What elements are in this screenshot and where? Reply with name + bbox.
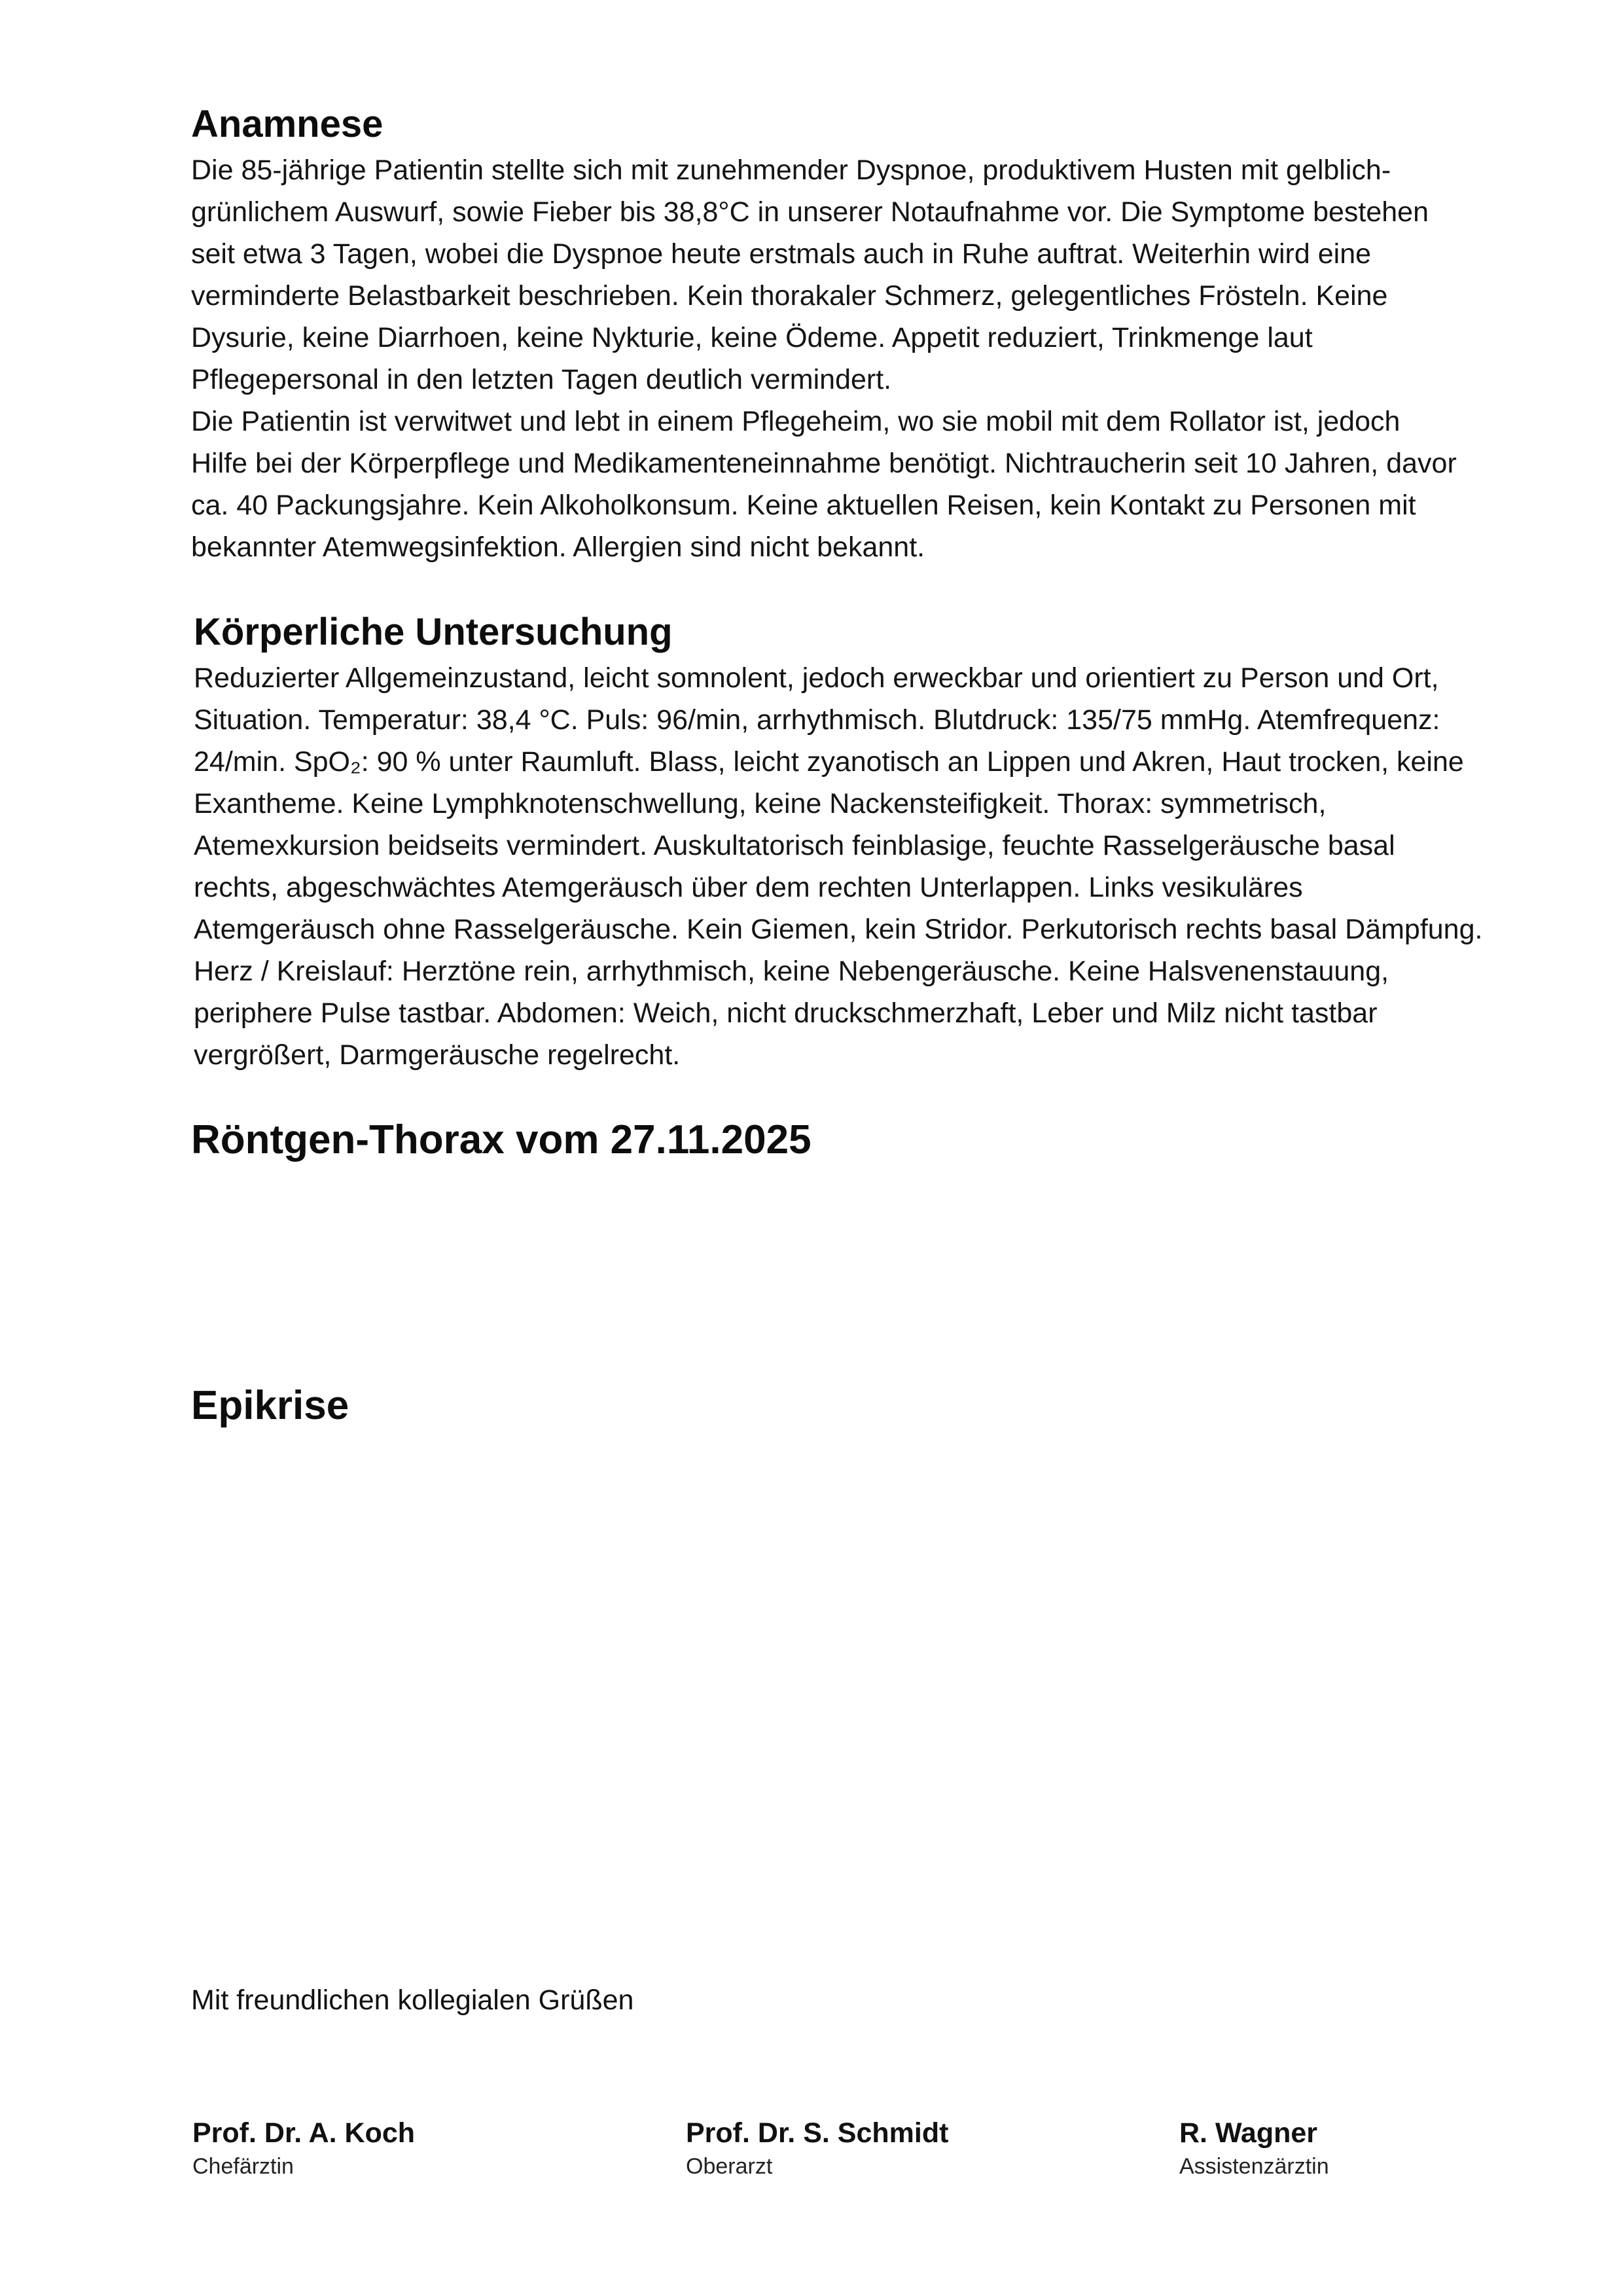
signature-block xyxy=(686,2114,1079,2181)
signature-role: Oberarzt xyxy=(686,2154,773,2179)
section-koerperliche-untersuchung xyxy=(194,607,1489,1076)
heading-epikrise: Epikrise xyxy=(191,1383,349,1428)
signature-role: Assistenzärztin xyxy=(1179,2154,1329,2179)
section-roentgen-thorax xyxy=(191,1115,1487,1165)
heading-anamnese: Anamnese xyxy=(191,103,383,145)
anamnese-text: Die 85-jährige Patientin stellte sich mit zunehmender Dyspnoe, produktivem Husten mit gelblich- grünlichem Auswurf, sowie Fieber bis 38,8°C in unserer Notaufnahme vor. Die Symptome bestehen seit etwa 3 Tagen, wobei die Dyspnoe heute erstmals auch in Ruhe auftrat. Weiterhin wird eine verminderte Belastbarkeit beschrieben. Kein thorakaler Schmerz, gelegentliches Frösteln. Keine Dysurie, keine Diarrhoen, keine Nykturie, keine Ödeme. Appetit reduziert, Trinkmenge laut Pflegepersonal in den letzten Tagen deutlich vermindert. Die Patientin ist verwitwet und lebt in einem Pflegeheim, wo sie mobil mit dem Rollator ist, jedoch Hilfe bei der Körperpflege und Medikamenteneinnahme benötigt. Nichtraucherin seit 10 Jahren, davor ca. 40 Packungsjahre. Kein Alkoholkonsum. Keine aktuellen Reisen, kein Kontakt zu Personen mit bekannter Atemwegsinfektion. Allergien sind nicht bekannt. xyxy=(191,154,1457,563)
heading-koerperliche-untersuchung: Körperliche Untersuchung xyxy=(194,611,673,653)
signature-name: Prof. Dr. S. Schmidt xyxy=(686,2117,949,2149)
closing-greeting: Mit freundlichen kollegialen Grüßen xyxy=(191,1984,634,2016)
signature-name: Prof. Dr. A. Koch xyxy=(192,2117,416,2149)
signature-role: Chefärztin xyxy=(192,2154,294,2179)
koerperliche-untersuchung-text: Reduzierter Allgemeinzustand, leicht somnolent, jedoch erweckbar und orientiert zu Person und Ort, Situation. Temperatur: 38,4 °C. Puls: 96/min, arrhythmisch. Blutdruck: 135/75 mmHg. Atemfrequenz: 24/min. SpO₂: 90 % unter Raumluft. Blass, leicht zyanotisch an Lippen und Akren, Haut trocken, keine Exantheme. Keine Lymphknotenschwellung, keine Nackensteifigkeit. Thorax: symmetrisch, Atemexkursion beidseits vermindert. Auskultatorisch feinblasige, feuchte Rasselgeräusche basal rechts, abgeschwächtes Atemgeräusch über dem rechten Unterlappen. Links vesikuläres Atemgeräusch ohne Rasselgeräusche. Kein Giemen, kein Stridor. Perkutorisch rechts basal Dämpfung. Herz / Kreislauf: Herztöne rein, arrhythmisch, keine Nebengeräusche. Keine Halsvenenstauung, periphere Pulse tastbar. Abdomen: Weich, nicht druckschmerzhaft, Leber und Milz nicht tastbar vergrößert, Darmgeräusche regelrecht. xyxy=(194,662,1483,1071)
section-epikrise xyxy=(191,1381,1487,1431)
signature-name: R. Wagner xyxy=(1179,2117,1318,2149)
signature-block xyxy=(192,2114,585,2181)
signature-block xyxy=(1179,2114,1572,2181)
section-anamnese xyxy=(191,99,1487,568)
heading-roentgen-thorax: Röntgen-Thorax vom 27.11.2025 xyxy=(191,1117,812,1162)
